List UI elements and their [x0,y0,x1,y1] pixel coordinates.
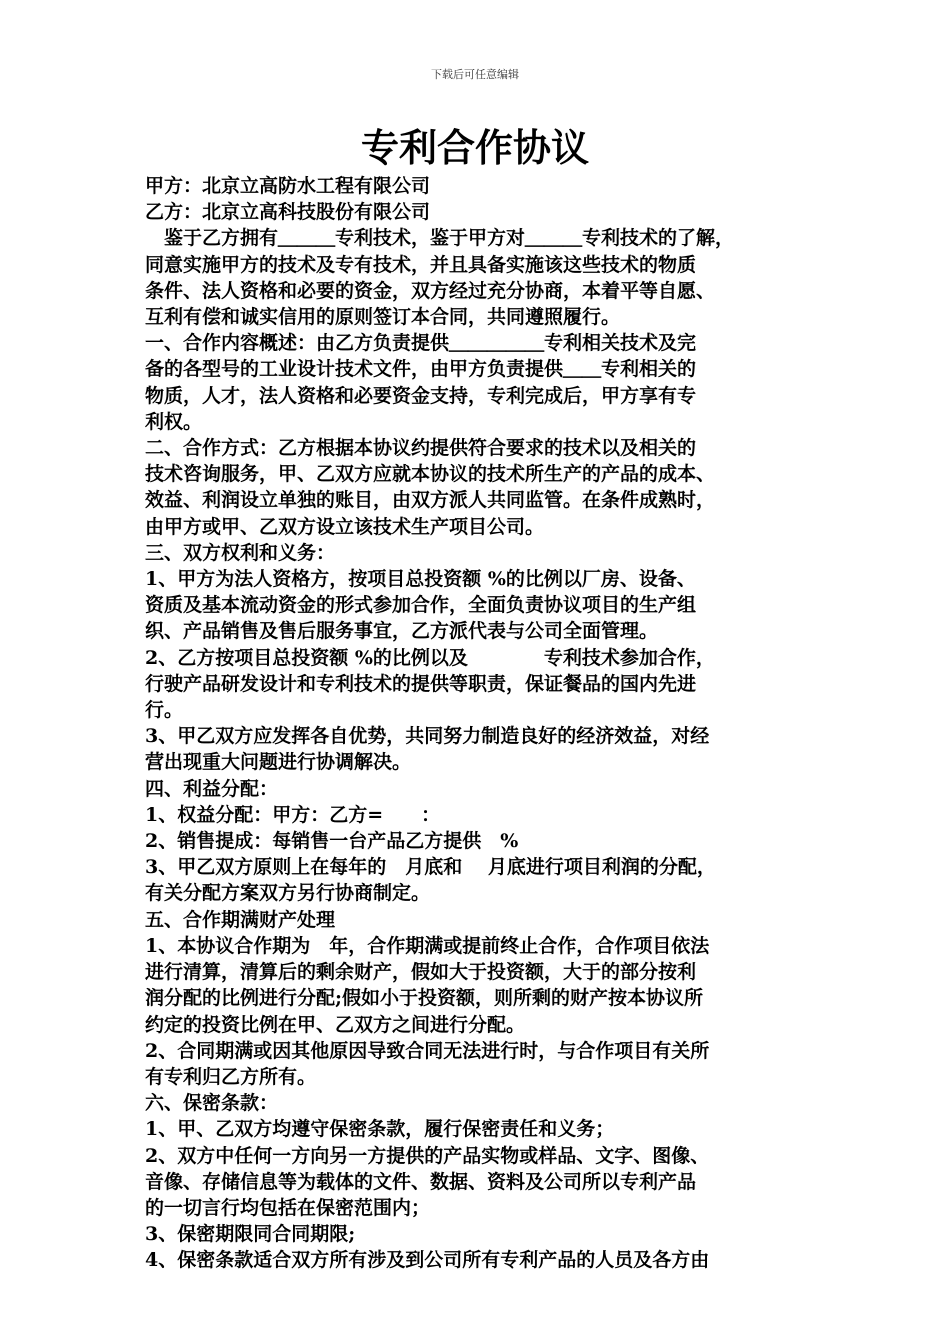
section-5-line: 润分配的比例进行分配;假如小于投资额，则所剩的财产按本协议所 [145,987,704,1010]
section-6-line: 音像、存储信息等为载体的文件、数据、资料及公司所以专利产品 [145,1170,697,1193]
section-3-line: 行驶产品研发设计和专利技术的提供等职责，保证餐品的国内先进 [145,672,697,695]
section-4-line: 2、销售提成：每销售一台产品乙方提供 % [145,830,519,853]
preamble-line: 同意实施甲方的技术及专有技术，并且具备实施该这些技术的物质 [145,253,697,276]
section-3-line: 资质及基本流动资金的形式参加合作，全面负责协议项目的生产组 [145,594,697,617]
section-2-line: 由甲方或甲、乙双方设立该技术生产项目公司。 [145,515,545,538]
section-3-heading: 三、双方权利和义务： [145,541,336,564]
section-6-line: 4、保密条款适合双方所有涉及到公司所有专利产品的人员及各方由 [145,1249,710,1272]
section-2-line: 二、合作方式：乙方根据本协议约提供符合要求的技术以及相关的 [145,437,697,460]
section-6-line: 的一切言行均包括在保密范围内； [145,1196,431,1219]
section-5-line: 1、本协议合作期为 年，合作期满或提前终止合作，合作项目依法 [145,934,710,957]
section-3-line: 行。 [145,699,184,722]
section-5-heading: 五、合作期满财产处理 [145,908,336,931]
preamble-line: 条件、法人资格和必要的资金，双方经过充分协商，本着平等自愿、 [145,279,716,302]
section-4-line: 有关分配方案双方另行协商制定。 [145,882,431,905]
section-1-line: 备的各型号的工业设计技术文件，由甲方负责提供＿＿专利相关的 [145,358,697,381]
preamble-line: 鉴于乙方拥有＿＿＿专利技术，鉴于甲方对＿＿＿专利技术的了解， [145,227,735,250]
document-title: 专利合作协议 [360,125,589,170]
section-5-line: 约定的投资比例在甲、乙双方之间进行分配。 [145,1013,526,1036]
section-1-line: 利权。 [145,410,203,433]
section-6-line: 3、保密期限同合同期限; [145,1223,356,1246]
section-1-line: 一、合作内容概述：由乙方负责提供＿＿＿＿＿专利相关技术及完 [145,332,697,355]
section-6-line: 1、甲、乙双方均遵守保密条款，履行保密责任和义务； [145,1118,615,1141]
party-b-line: 乙方：北京立高科技股份有限公司 [145,201,431,224]
section-5-line: 进行清算，清算后的剩余财产，假如大于投资额，大于的部分按利 [145,961,697,984]
section-3-line: 1、甲方为法人资格方，按项目总投资额 %的比例以厂房、设备、 [145,568,696,591]
section-1-line: 物质，人才，法人资格和必要资金支持，专利完成后，甲方享有专 [145,384,697,407]
party-a-line: 甲方：北京立高防水工程有限公司 [145,175,431,197]
section-3-line: 2、乙方按项目总投资额 %的比例以及 专利技术参加合作， [145,646,715,669]
section-2-line: 效益、利润设立单独的账目，由双方派人共同监管。在条件成熟时， [145,489,716,512]
section-6-heading: 六、保密条款： [145,1092,279,1115]
section-3-line: 3、甲乙双方应发挥各自优势，共同努力制造良好的经济效益，对经 [145,725,710,748]
section-4-line: 3、甲乙双方原则上在每年的 月底和 月底进行项目利润的分配， [145,856,716,879]
section-2-line: 技术咨询服务，甲、乙双方应就本协议的技术所生产的产品的成本、 [145,463,716,486]
header-note: 下载后可任意编辑 [431,68,519,81]
document-body [145,173,817,1274]
section-4-heading: 四、利益分配： [145,777,279,800]
section-3-line: 营出现重大问题进行协调解决。 [145,751,412,774]
section-3-line: 织、产品销售及售后服务事宜，乙方派代表与公司全面管理。 [145,620,659,643]
section-5-line: 2、合同期满或因其他原因导致合同无法进行时，与合作项目有关所 [145,1039,710,1062]
preamble-line: 互利有偿和诚实信用的原则签订本合同，共同遵照履行。 [145,306,621,329]
section-5-line: 有专利归乙方所有。 [145,1065,317,1088]
section-6-line: 2、双方中任何一方向另一方提供的产品实物或样品、文字、图像、 [145,1144,710,1167]
section-4-line: 1、权益分配：甲方：乙方= ： [145,803,441,826]
